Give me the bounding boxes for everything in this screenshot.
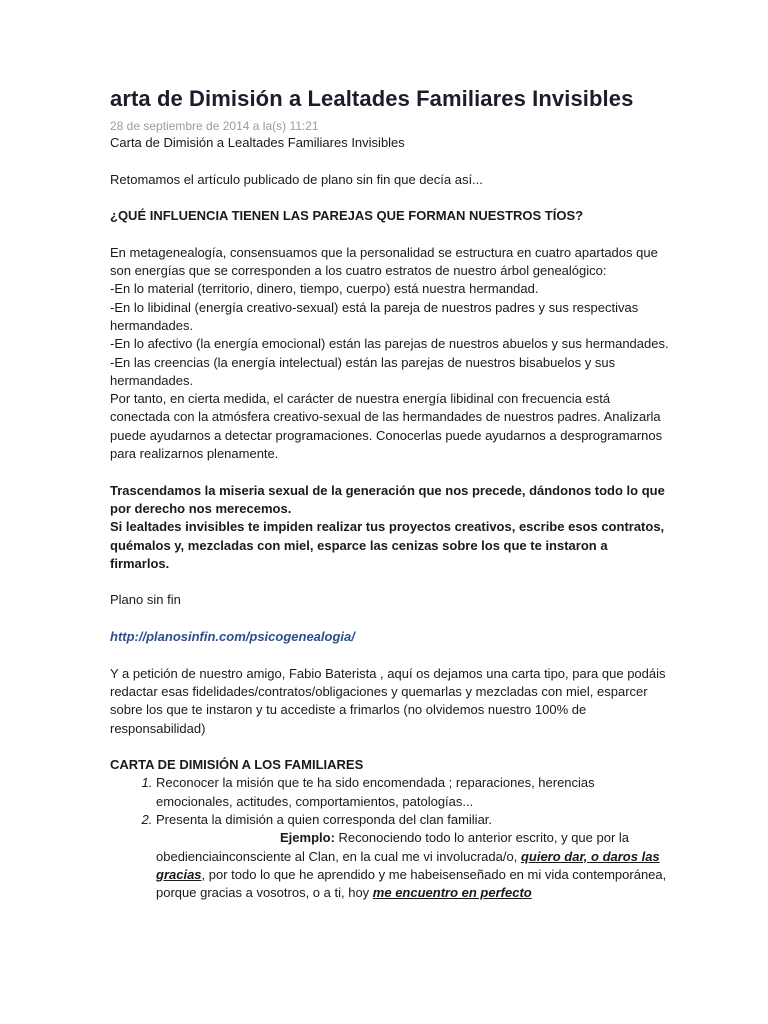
paragraph-line: En metagenealogía, consensuamos que la personalidad se estructura en cuatro apartados que son energías que se corresponden a los cuatro estratos de nuestro árbol genealógico: (110, 244, 658, 279)
planosinfin-link[interactable]: http://planosinfin.com/psicogenealogia/ (110, 629, 355, 645)
example-text: , por todo lo que he aprendido y me habeisenseñado en mi vida contemporánea, porque gracias a vosotros, o a ti, hoy (156, 866, 667, 901)
signature: Plano sin fin (110, 592, 181, 608)
paragraph-line: -En lo afectivo (la energía emocional) están las parejas de nuestros abuelos y sus hermandades. (110, 336, 669, 352)
bold-paragraph: Trascendamos la miseria sexual de la generación que nos precede, dándonos todo lo que por derecho nos merecemos. (110, 482, 665, 516)
paragraph-line: Por tanto, en cierta medida, el carácter de nuestra energía libidinal con frecuencia está conectada con la atmósfera creativo-sexual de las hermandades de nuestros padres. Analizarla puede ayudarnos a detectar programaciones. Conocerlas puede ayudarnos a desprogramarnos para realizarnos plenamente. (110, 391, 663, 462)
bold-paragraph: Si lealtades invisibles te impiden realizar tus proyectos creativos, escribe esos contratos, quémalos y, mezcladas con miel, esparce las cenizas sobre los que te instaron a firmarlos. (110, 519, 665, 571)
example-emphasis: me encuentro en perfecto (372, 885, 532, 901)
list-item (156, 811, 670, 902)
steps-list (110, 774, 670, 902)
paragraph-line: -En lo material (territorio, dinero, tiempo, cuerpo) está nuestra hermandad. (110, 281, 539, 297)
article-date: 28 de septiembre de 2014 a la(s) 11:21 (110, 119, 319, 133)
article-body (110, 134, 670, 902)
question-heading: ¿QUÉ INFLUENCIA TIENEN LAS PAREJAS QUE FORMAN NUESTROS TÍOS? (110, 208, 584, 224)
request-paragraph: Y a petición de nuestro amigo, Fabio Baterista , aquí os dejamos una carta tipo, para que podáis redactar esas fidelidades/contratos/obligaciones y quemarlas y mezcladas con miel, esparcer sobre los que te instaron y tu accediste a frimarlos (no olvidemos nuestro 100% de responsabilidad) (110, 665, 666, 736)
example-label: Ejemplo: (280, 830, 335, 846)
article-title: arta de Dimisión a Lealtades Familiares Invisibles (110, 86, 634, 111)
step-text: Reconocer la misión que te ha sido encomendada ; reparaciones, herencias emocionales, actitudes, comportamientos, patologías... (156, 775, 595, 809)
letter-heading: CARTA DE DIMISIÓN A LOS FAMILIARES (110, 757, 364, 773)
article-subtitle: Carta de Dimisión a Lealtades Familiares Invisibles (110, 135, 405, 150)
example-text: Reconociendo todo lo anterior escrito, y que por la obedienciainconsciente al Clan, en la cual me vi involucrada/o, (156, 830, 630, 864)
step-text: Presenta la dimisión a quien corresponda del clan familiar. (156, 811, 493, 827)
intro-paragraph: Retomamos el artículo publicado de plano sin fin que decía así... (110, 171, 483, 187)
paragraph-line: -En lo libidinal (energía creativo-sexual) está la pareja de nuestros padres y sus respectivas hermandades. (110, 299, 639, 333)
example-emphasis: quiero dar, o daros las gracias (156, 848, 660, 882)
paragraph-line: -En las creencias (la energía intelectual) están las parejas de nuestros bisabuelos y sus hermandades. (110, 354, 616, 388)
list-item (156, 774, 670, 811)
